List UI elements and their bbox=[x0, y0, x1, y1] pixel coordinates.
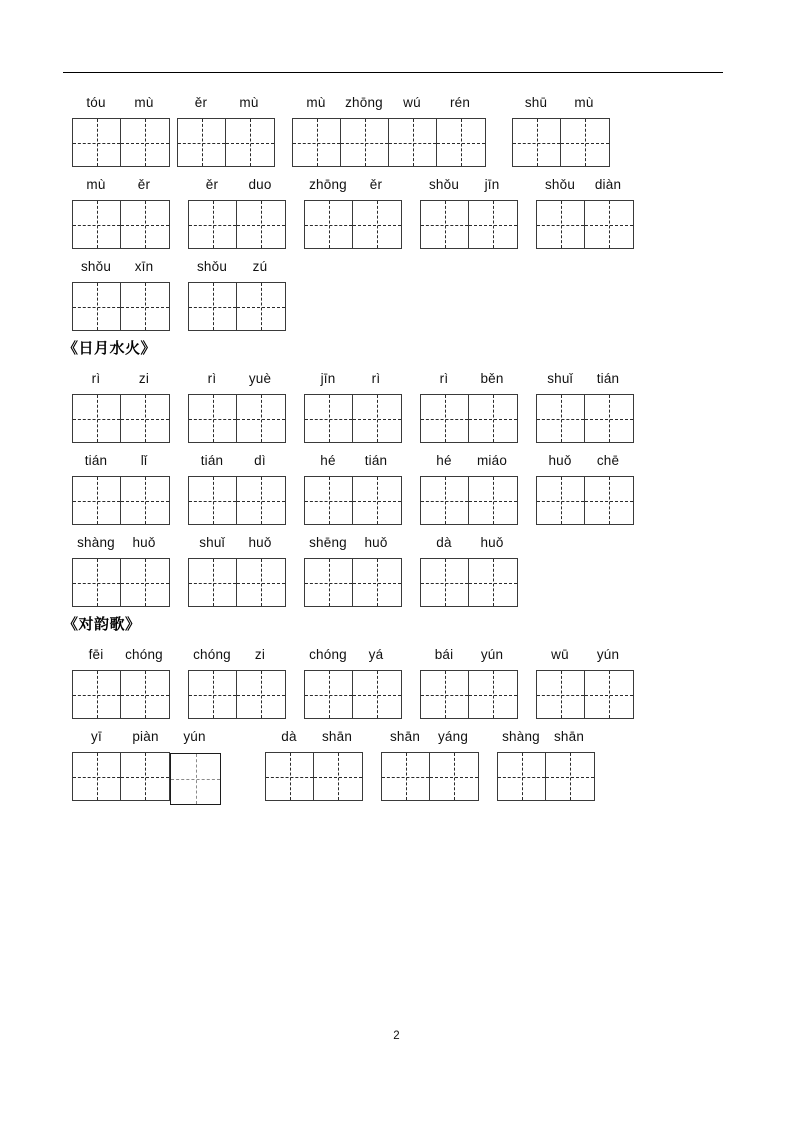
pinyin-group bbox=[497, 726, 593, 748]
tianzige-cell[interactable] bbox=[189, 395, 237, 442]
pinyin-syllable: tián bbox=[596, 371, 620, 386]
tianzige-cell[interactable] bbox=[121, 395, 169, 442]
grid-row bbox=[63, 118, 728, 166]
pinyin-row bbox=[63, 450, 728, 476]
tianzige-grid[interactable] bbox=[265, 752, 363, 801]
exercise-row bbox=[63, 368, 728, 442]
tianzige-cell[interactable] bbox=[421, 395, 469, 442]
pinyin-group bbox=[512, 92, 608, 114]
pinyin-syllable: rì bbox=[91, 371, 101, 386]
tianzige-grid[interactable] bbox=[72, 394, 170, 443]
pinyin-syllable: shuǐ bbox=[547, 371, 573, 386]
tianzige-cell[interactable] bbox=[305, 559, 353, 606]
pinyin-group bbox=[420, 450, 516, 472]
tianzige-cell[interactable] bbox=[389, 119, 437, 166]
tianzige-cell[interactable] bbox=[121, 753, 169, 800]
pinyin-group bbox=[72, 532, 168, 554]
pinyin-syllable: huǒ bbox=[248, 535, 272, 550]
pinyin-syllable: dì bbox=[254, 453, 266, 468]
pinyin-group bbox=[188, 174, 284, 196]
pinyin-syllable: zhōng bbox=[345, 95, 383, 110]
pinyin-syllable: hé bbox=[320, 453, 336, 468]
pinyin-syllable: shàng bbox=[77, 535, 115, 550]
tianzige-cell[interactable] bbox=[226, 119, 274, 166]
tianzige-cell[interactable] bbox=[585, 671, 633, 718]
tianzige-grid[interactable] bbox=[304, 558, 402, 607]
pinyin-row bbox=[63, 92, 728, 118]
pinyin-group bbox=[177, 92, 273, 114]
tianzige-grid[interactable] bbox=[512, 118, 610, 167]
pinyin-syllable: rén bbox=[449, 95, 471, 110]
pinyin-row bbox=[63, 368, 728, 394]
pinyin-syllable: mù bbox=[239, 95, 259, 110]
pinyin-group bbox=[536, 174, 632, 196]
pinyin-syllable: chóng bbox=[309, 647, 347, 662]
tianzige-cell[interactable] bbox=[237, 477, 285, 524]
pinyin-syllable: lǐ bbox=[140, 453, 148, 468]
section-title: 《日月水火》 bbox=[63, 339, 157, 357]
tianzige-grid[interactable] bbox=[292, 118, 486, 167]
tianzige-cell[interactable] bbox=[189, 559, 237, 606]
exercise-row bbox=[63, 92, 728, 166]
pinyin-group bbox=[536, 644, 632, 666]
tianzige-cell[interactable] bbox=[237, 559, 285, 606]
pinyin-row bbox=[63, 644, 728, 670]
tianzige-cell[interactable] bbox=[237, 201, 285, 248]
tianzige-cell[interactable] bbox=[305, 395, 353, 442]
exercise-row bbox=[63, 644, 728, 718]
tianzige-grid[interactable] bbox=[420, 476, 518, 525]
tianzige-cell[interactable] bbox=[469, 559, 517, 606]
tianzige-cell[interactable] bbox=[237, 395, 285, 442]
pinyin-syllable: rì bbox=[207, 371, 217, 386]
tianzige-cell[interactable] bbox=[561, 119, 609, 166]
tianzige-cell[interactable] bbox=[73, 201, 121, 248]
tianzige-grid[interactable] bbox=[188, 394, 286, 443]
pinyin-syllable: fēi bbox=[88, 647, 104, 662]
exercise-row bbox=[63, 726, 728, 804]
tianzige-cell[interactable] bbox=[73, 119, 121, 166]
tianzige-grid[interactable] bbox=[536, 200, 634, 249]
header-divider bbox=[63, 72, 723, 73]
pinyin-group bbox=[72, 726, 219, 748]
pinyin-syllable: běn bbox=[480, 371, 504, 386]
pinyin-group bbox=[72, 174, 168, 196]
tianzige-cell[interactable] bbox=[430, 753, 478, 800]
pinyin-row bbox=[63, 256, 728, 282]
tianzige-cell[interactable] bbox=[305, 201, 353, 248]
tianzige-cell[interactable] bbox=[73, 477, 121, 524]
pinyin-syllable: diàn bbox=[594, 177, 622, 192]
tianzige-cell[interactable] bbox=[73, 559, 121, 606]
exercise-row bbox=[63, 256, 728, 330]
tianzige-cell[interactable] bbox=[121, 671, 169, 718]
pinyin-group bbox=[420, 174, 516, 196]
tianzige-cell[interactable] bbox=[546, 753, 594, 800]
tianzige-grid[interactable] bbox=[177, 118, 275, 167]
pinyin-group bbox=[188, 368, 284, 390]
tianzige-cell[interactable] bbox=[585, 477, 633, 524]
pinyin-group bbox=[304, 174, 400, 196]
pinyin-syllable: zi bbox=[254, 647, 266, 662]
tianzige-cell[interactable] bbox=[121, 477, 169, 524]
tianzige-cell[interactable] bbox=[305, 477, 353, 524]
pinyin-syllable: shān bbox=[553, 729, 585, 744]
tianzige-cell[interactable] bbox=[353, 559, 401, 606]
tianzige-cell[interactable] bbox=[498, 753, 546, 800]
pinyin-syllable: ěr bbox=[205, 177, 219, 192]
tianzige-grid[interactable] bbox=[420, 670, 518, 719]
pinyin-syllable: shǒu bbox=[80, 259, 112, 274]
tianzige-cell[interactable] bbox=[353, 201, 401, 248]
grid-row bbox=[63, 200, 728, 248]
grid-row bbox=[63, 558, 728, 606]
pinyin-syllable: ěr bbox=[137, 177, 151, 192]
pinyin-group bbox=[265, 726, 361, 748]
pinyin-syllable: shǒu bbox=[428, 177, 460, 192]
tianzige-cell[interactable] bbox=[469, 201, 517, 248]
pinyin-syllable: yuè bbox=[248, 371, 272, 386]
tianzige-cell[interactable] bbox=[73, 671, 121, 718]
tianzige-cell[interactable] bbox=[293, 119, 341, 166]
tianzige-cell[interactable] bbox=[178, 119, 226, 166]
tianzige-cell[interactable] bbox=[171, 754, 220, 804]
pinyin-syllable: shǒu bbox=[544, 177, 576, 192]
section-title: 《对韵歌》 bbox=[63, 615, 141, 633]
pinyin-syllable: shuǐ bbox=[199, 535, 225, 550]
pinyin-syllable: miáo bbox=[476, 453, 508, 468]
tianzige-grid[interactable] bbox=[188, 282, 286, 331]
tianzige-cell[interactable] bbox=[73, 395, 121, 442]
tianzige-cell[interactable] bbox=[305, 671, 353, 718]
pinyin-group bbox=[188, 450, 284, 472]
pinyin-syllable: zú bbox=[252, 259, 268, 274]
pinyin-syllable: tóu bbox=[86, 95, 106, 110]
pinyin-syllable: tián bbox=[200, 453, 224, 468]
pinyin-group bbox=[420, 644, 516, 666]
pinyin-group bbox=[72, 368, 168, 390]
pinyin-group bbox=[188, 256, 284, 278]
tianzige-cell[interactable] bbox=[353, 395, 401, 442]
pinyin-syllable: shān bbox=[389, 729, 421, 744]
pinyin-syllable: wū bbox=[551, 647, 569, 662]
tianzige-cell[interactable] bbox=[121, 559, 169, 606]
tianzige-grid[interactable] bbox=[72, 558, 170, 607]
tianzige-grid[interactable] bbox=[381, 752, 479, 801]
pinyin-syllable: mù bbox=[574, 95, 594, 110]
pinyin-syllable: tián bbox=[84, 453, 108, 468]
worksheet-content bbox=[63, 92, 728, 812]
pinyin-syllable: chóng bbox=[125, 647, 163, 662]
tianzige-cell[interactable] bbox=[469, 395, 517, 442]
tianzige-cell[interactable] bbox=[421, 201, 469, 248]
tianzige-grid[interactable] bbox=[536, 670, 634, 719]
tianzige-cell[interactable] bbox=[585, 395, 633, 442]
pinyin-syllable: yī bbox=[91, 729, 102, 744]
pinyin-syllable: hé bbox=[436, 453, 452, 468]
grid-row bbox=[63, 670, 728, 718]
tianzige-grid[interactable] bbox=[497, 752, 595, 801]
pinyin-group bbox=[420, 532, 516, 554]
tianzige-grid[interactable] bbox=[420, 558, 518, 607]
tianzige-grid-extra[interactable] bbox=[170, 753, 221, 805]
tianzige-cell[interactable] bbox=[73, 753, 121, 800]
tianzige-cell[interactable] bbox=[421, 671, 469, 718]
tianzige-grid[interactable] bbox=[72, 200, 170, 249]
tianzige-grid[interactable] bbox=[188, 476, 286, 525]
tianzige-cell[interactable] bbox=[537, 671, 585, 718]
pinyin-syllable: huǒ bbox=[132, 535, 156, 550]
tianzige-cell[interactable] bbox=[341, 119, 389, 166]
pinyin-group bbox=[72, 92, 168, 114]
tianzige-grid[interactable] bbox=[188, 558, 286, 607]
tianzige-grid[interactable] bbox=[304, 394, 402, 443]
tianzige-cell[interactable] bbox=[537, 201, 585, 248]
pinyin-group bbox=[304, 450, 400, 472]
tianzige-cell[interactable] bbox=[421, 477, 469, 524]
pinyin-syllable: rì bbox=[371, 371, 381, 386]
pinyin-group bbox=[381, 726, 477, 748]
pinyin-group bbox=[72, 644, 168, 666]
tianzige-cell[interactable] bbox=[189, 671, 237, 718]
tianzige-cell[interactable] bbox=[513, 119, 561, 166]
pinyin-syllable: zi bbox=[138, 371, 150, 386]
tianzige-grid[interactable] bbox=[72, 476, 170, 525]
pinyin-syllable: shǒu bbox=[196, 259, 228, 274]
pinyin-syllable: shān bbox=[321, 729, 353, 744]
tianzige-cell[interactable] bbox=[121, 119, 169, 166]
pinyin-syllable: jīn bbox=[320, 371, 336, 386]
exercise-row bbox=[63, 174, 728, 248]
tianzige-grid[interactable] bbox=[304, 670, 402, 719]
pinyin-syllable: shēng bbox=[309, 535, 347, 550]
exercise-row bbox=[63, 532, 728, 606]
tianzige-cell[interactable] bbox=[189, 283, 237, 330]
tianzige-grid[interactable] bbox=[304, 476, 402, 525]
pinyin-group bbox=[292, 92, 484, 114]
tianzige-cell[interactable] bbox=[314, 753, 362, 800]
grid-row bbox=[63, 752, 728, 804]
pinyin-group bbox=[304, 532, 400, 554]
pinyin-group bbox=[72, 256, 168, 278]
tianzige-grid[interactable] bbox=[420, 394, 518, 443]
pinyin-syllable: xīn bbox=[134, 259, 154, 274]
tianzige-grid[interactable] bbox=[188, 200, 286, 249]
tianzige-cell[interactable] bbox=[537, 395, 585, 442]
tianzige-cell[interactable] bbox=[382, 753, 430, 800]
tianzige-cell[interactable] bbox=[237, 283, 285, 330]
pinyin-group bbox=[188, 644, 284, 666]
tianzige-grid[interactable] bbox=[536, 476, 634, 525]
pinyin-syllable: duo bbox=[248, 177, 272, 192]
pinyin-row bbox=[63, 532, 728, 558]
tianzige-grid[interactable] bbox=[72, 118, 170, 167]
tianzige-grid[interactable] bbox=[304, 200, 402, 249]
tianzige-grid[interactable] bbox=[188, 670, 286, 719]
pinyin-syllable: piàn bbox=[132, 729, 159, 744]
pinyin-row bbox=[63, 726, 728, 752]
page-number: 2 bbox=[393, 1030, 400, 1042]
tianzige-cell[interactable] bbox=[353, 477, 401, 524]
tianzige-grid[interactable] bbox=[72, 282, 170, 331]
tianzige-cell[interactable] bbox=[353, 671, 401, 718]
pinyin-syllable: yá bbox=[368, 647, 384, 662]
tianzige-cell[interactable] bbox=[437, 119, 485, 166]
tianzige-cell[interactable] bbox=[537, 477, 585, 524]
tianzige-grid[interactable] bbox=[420, 200, 518, 249]
pinyin-syllable: yáng bbox=[437, 729, 469, 744]
pinyin-group bbox=[536, 368, 632, 390]
pinyin-syllable: rì bbox=[439, 371, 449, 386]
pinyin-syllable: wú bbox=[403, 95, 421, 110]
pinyin-syllable: mù bbox=[134, 95, 154, 110]
pinyin-group bbox=[420, 368, 516, 390]
pinyin-syllable: huǒ bbox=[548, 453, 572, 468]
pinyin-syllable: chóng bbox=[193, 647, 231, 662]
pinyin-group bbox=[72, 450, 168, 472]
tianzige-cell[interactable] bbox=[237, 671, 285, 718]
pinyin-group bbox=[188, 532, 284, 554]
pinyin-syllable: shū bbox=[524, 95, 548, 110]
grid-row bbox=[63, 394, 728, 442]
pinyin-syllable: ěr bbox=[369, 177, 383, 192]
grid-row bbox=[63, 282, 728, 330]
pinyin-syllable: dà bbox=[281, 729, 297, 744]
pinyin-syllable: tián bbox=[364, 453, 388, 468]
tianzige-cell[interactable] bbox=[121, 283, 169, 330]
pinyin-syllable: mù bbox=[306, 95, 326, 110]
pinyin-syllable: ěr bbox=[194, 95, 208, 110]
pinyin-syllable: yún bbox=[480, 647, 504, 662]
tianzige-cell[interactable] bbox=[189, 477, 237, 524]
pinyin-syllable: bái bbox=[434, 647, 454, 662]
pinyin-syllable: huǒ bbox=[364, 535, 388, 550]
tianzige-cell[interactable] bbox=[421, 559, 469, 606]
tianzige-cell[interactable] bbox=[469, 671, 517, 718]
tianzige-cell[interactable] bbox=[189, 201, 237, 248]
tianzige-cell[interactable] bbox=[266, 753, 314, 800]
pinyin-syllable: yún bbox=[183, 729, 206, 744]
exercise-row bbox=[63, 450, 728, 524]
pinyin-group bbox=[304, 644, 400, 666]
pinyin-syllable: yún bbox=[596, 647, 620, 662]
pinyin-syllable: huǒ bbox=[480, 535, 504, 550]
pinyin-syllable: dà bbox=[436, 535, 452, 550]
pinyin-row bbox=[63, 174, 728, 200]
tianzige-cell[interactable] bbox=[585, 201, 633, 248]
pinyin-syllable: jīn bbox=[484, 177, 500, 192]
tianzige-grid[interactable] bbox=[72, 752, 170, 801]
pinyin-syllable: shàng bbox=[502, 729, 540, 744]
pinyin-syllable: mù bbox=[86, 177, 106, 192]
tianzige-grid[interactable] bbox=[72, 670, 170, 719]
grid-row bbox=[63, 476, 728, 524]
tianzige-cell[interactable] bbox=[469, 477, 517, 524]
pinyin-syllable: chē bbox=[596, 453, 620, 468]
tianzige-cell[interactable] bbox=[73, 283, 121, 330]
pinyin-group bbox=[304, 368, 400, 390]
pinyin-group bbox=[536, 450, 632, 472]
pinyin-syllable: zhōng bbox=[309, 177, 347, 192]
tianzige-grid[interactable] bbox=[536, 394, 634, 443]
tianzige-cell[interactable] bbox=[121, 201, 169, 248]
